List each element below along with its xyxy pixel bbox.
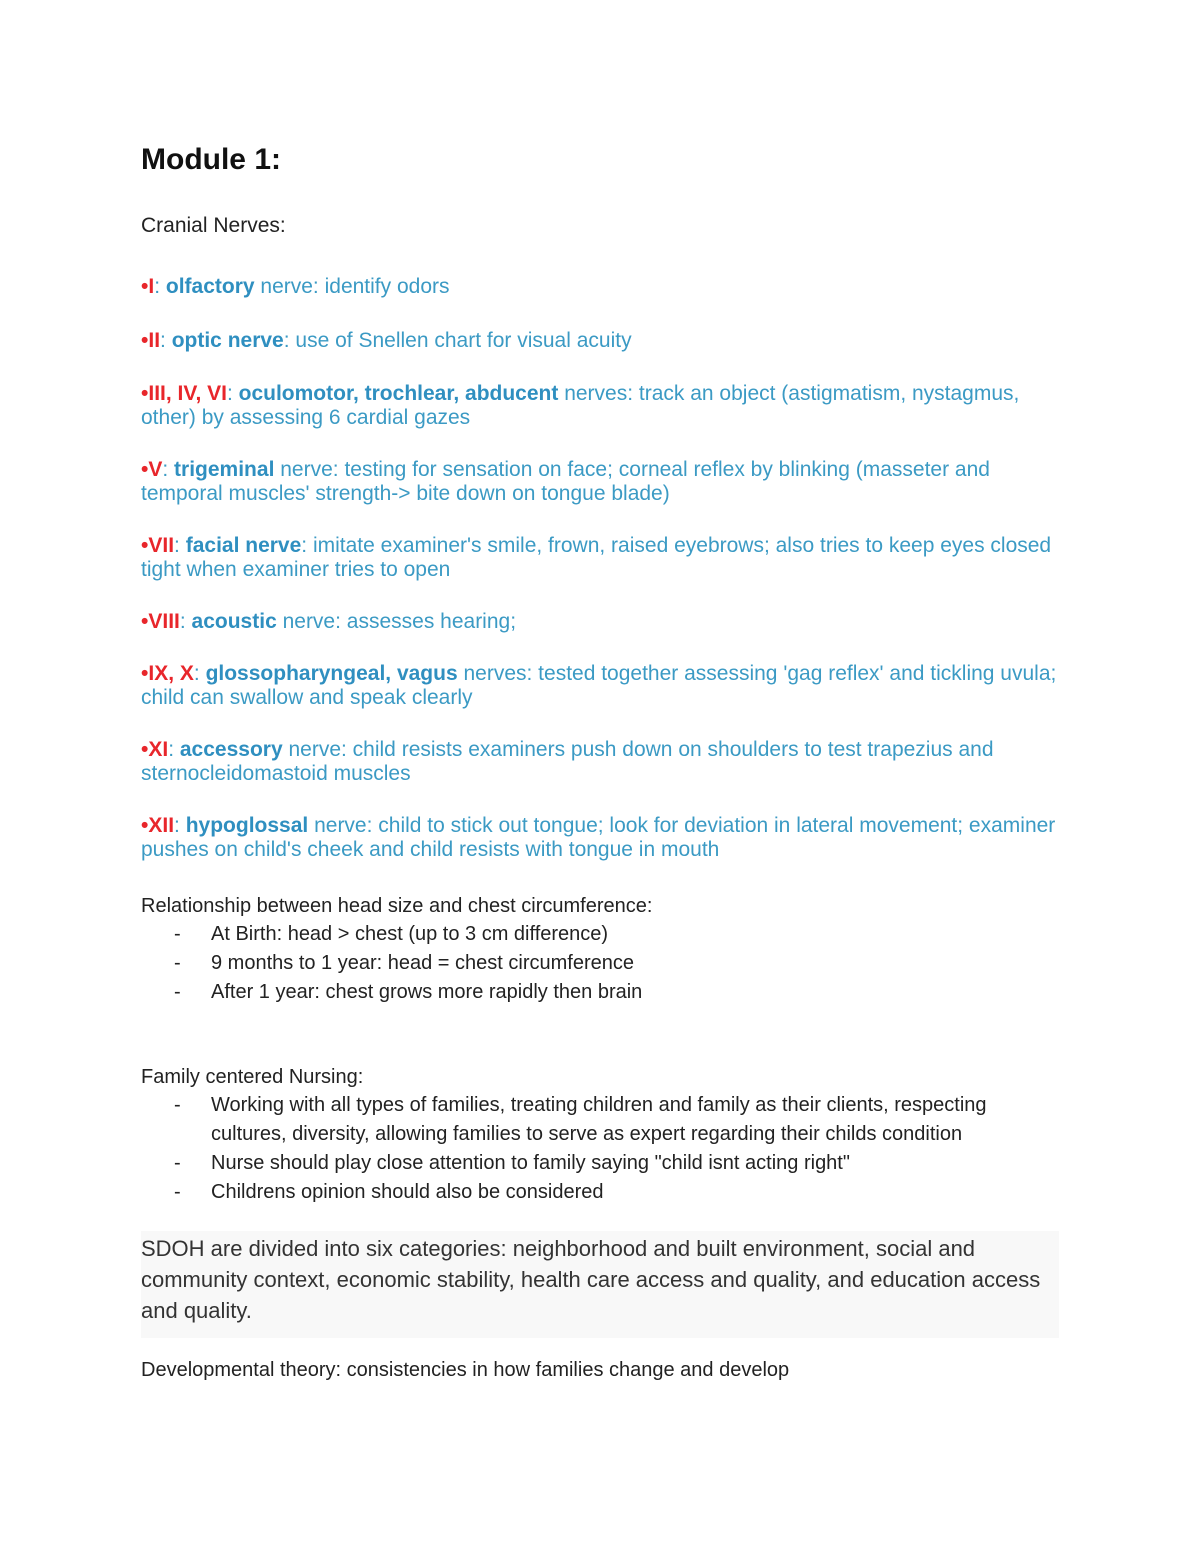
nerve-separator: :: [179, 610, 192, 633]
sdoh-callout: SDOH are divided into six categories: neighborhood and built environment, social and community context, economic stability, health care access and quality, and education access and quality.: [141, 1231, 1059, 1338]
bullet: •: [141, 534, 149, 557]
nerve-name: oculomotor, trochlear, abducent: [238, 382, 559, 405]
nerve-description: nerves: tested together assessing 'gag reflex' and tickling uvula; child can swallow and speak clearly: [141, 662, 1057, 709]
nerve-description: nerve: child resists examiners push down on shoulders to test trapezius and sternocleidomastoid muscles: [141, 738, 994, 785]
nerve-entry: [141, 534, 1061, 582]
nerve-name: facial nerve: [185, 534, 302, 557]
nerve-separator: :: [168, 738, 180, 761]
family-nursing-list: [141, 1091, 1061, 1207]
list-item-text: Nurse should play close attention to family saying "child isnt acting right": [211, 1152, 850, 1174]
nerve-separator: :: [162, 458, 175, 481]
nerve-description: nerve: identify odors: [254, 275, 450, 298]
nerve-description: nerve: testing for sensation on face; corneal reflex by blinking (masseter and temporal muscles' strength-> bite down on tongue blade): [141, 458, 990, 505]
list-item-text: Childrens opinion should also be considered: [211, 1181, 604, 1203]
dash-marker: -: [174, 1181, 181, 1203]
bullet: •: [141, 458, 149, 481]
nerve-entry: [141, 662, 1061, 710]
nerve-numeral: III, IV, VI: [148, 382, 227, 405]
nerve-separator: :: [226, 382, 239, 405]
head-chest-list: [141, 920, 1061, 1007]
list-item-text: Working with all types of families, treating children and family as their clients, respecting cultures, diversity, allowing families to serve as expert regarding their childs condition: [211, 1094, 987, 1145]
list-item: [141, 920, 1061, 949]
module-title: Module 1:: [141, 143, 281, 176]
nerve-numeral: IX, X: [148, 662, 194, 685]
document-content: [141, 140, 1061, 1384]
dash-marker: -: [174, 1152, 181, 1174]
nerve-entry: [141, 814, 1061, 862]
nerve-numeral: V: [148, 458, 163, 481]
cranial-nerve-list: [141, 275, 1061, 862]
list-item-text: 9 months to 1 year: head = chest circumference: [211, 952, 634, 974]
nerve-description: nerve: assesses hearing;: [276, 610, 517, 633]
nerve-name: trigeminal: [174, 458, 275, 481]
bullet: •: [141, 738, 149, 761]
nerve-name: accessory: [179, 738, 283, 761]
bullet: •: [141, 275, 149, 298]
family-nursing-heading: Family centered Nursing:: [141, 1066, 364, 1088]
list-item: [141, 978, 1061, 1007]
list-item: [141, 1091, 1061, 1149]
cranial-nerves-heading: Cranial Nerves:: [141, 214, 286, 237]
nerve-numeral: II: [148, 329, 161, 352]
nerve-numeral: XI: [148, 738, 169, 761]
nerve-name: acoustic: [191, 610, 277, 633]
nerve-name: olfactory: [165, 275, 255, 298]
list-item: [141, 949, 1061, 978]
nerve-name: hypoglossal: [185, 814, 309, 837]
nerve-entry: [141, 610, 1061, 634]
nerve-entry: [141, 458, 1061, 506]
nerve-separator: :: [174, 814, 186, 837]
bullet: •: [141, 610, 149, 633]
nerve-separator: :: [193, 662, 206, 685]
bullet: •: [141, 329, 149, 352]
developmental-theory: Developmental theory: consistencies in how families change and develop: [141, 1359, 790, 1381]
dash-marker: -: [174, 952, 181, 974]
list-item-text: At Birth: head > chest (up to 3 cm difference): [211, 923, 609, 945]
head-chest-heading: Relationship between head size and chest circumference:: [141, 895, 653, 917]
nerve-name: optic nerve: [171, 329, 284, 352]
dash-marker: -: [174, 923, 181, 945]
list-item-text: After 1 year: chest grows more rapidly then brain: [211, 981, 643, 1003]
nerve-entry: [141, 738, 1061, 786]
nerve-name: glossopharyngeal, vagus: [205, 662, 458, 685]
nerve-description: : imitate examiner's smile, frown, raised eyebrows; also tries to keep eyes closed tight when examiner tries to open: [141, 534, 1052, 581]
nerve-entry: [141, 329, 1061, 353]
nerve-numeral: VIII: [148, 610, 180, 633]
nerve-description: nerves: track an object (astigmatism, nystagmus, other) by assessing 6 cardial gazes: [141, 382, 1020, 429]
dash-marker: -: [174, 1094, 181, 1116]
nerve-numeral: VII: [148, 534, 175, 557]
nerve-separator: :: [154, 275, 166, 298]
list-item: [141, 1178, 1061, 1207]
dash-marker: -: [174, 981, 181, 1003]
nerve-description: : use of Snellen chart for visual acuity: [283, 329, 632, 352]
bullet: •: [141, 382, 149, 405]
nerve-numeral: XII: [148, 814, 175, 837]
list-item: [141, 1149, 1061, 1178]
nerve-numeral: I: [148, 275, 155, 298]
nerve-separator: :: [174, 534, 186, 557]
nerve-entry: [141, 382, 1061, 430]
nerve-entry: [141, 275, 1061, 299]
bullet: •: [141, 662, 149, 685]
nerve-description: nerve: child to stick out tongue; look for deviation in lateral movement; examiner pushes on child's cheek and child resists with tongue in mouth: [141, 814, 1056, 861]
nerve-separator: :: [160, 329, 172, 352]
bullet: •: [141, 814, 149, 837]
